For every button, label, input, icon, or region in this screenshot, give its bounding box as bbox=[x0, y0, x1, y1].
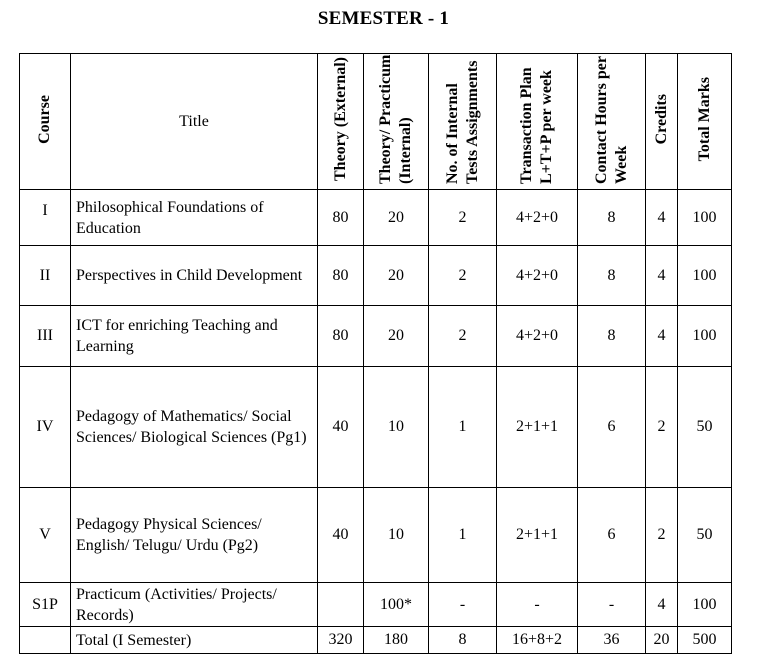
course-title: ICT for enriching Teaching and Learning bbox=[71, 306, 318, 367]
table-row bbox=[20, 246, 732, 306]
theory-external bbox=[318, 583, 364, 627]
contact-hours: 8 bbox=[578, 246, 646, 306]
course-code: V bbox=[20, 488, 71, 583]
course-title: Pedagogy Physical Sciences/ English/ Telugu/ Urdu (Pg2) bbox=[71, 488, 318, 583]
header-row bbox=[20, 54, 732, 190]
theory-external: 80 bbox=[318, 246, 364, 306]
theory-external: 40 bbox=[318, 367, 364, 488]
table-row bbox=[20, 190, 732, 246]
theory-internal: 20 bbox=[364, 306, 429, 367]
course-code: S1P bbox=[20, 583, 71, 627]
credits: 4 bbox=[646, 190, 678, 246]
table-row bbox=[20, 583, 732, 627]
contact-hours: 8 bbox=[578, 306, 646, 367]
theory-internal: 20 bbox=[364, 190, 429, 246]
total-marks: 50 bbox=[678, 367, 732, 488]
contact-hours: 6 bbox=[578, 367, 646, 488]
total-course-empty bbox=[20, 627, 71, 654]
total-marks: 100 bbox=[678, 190, 732, 246]
contact-hours: - bbox=[578, 583, 646, 627]
header-internal-tests: No. of Internal Tests Assignments bbox=[429, 54, 497, 190]
theory-internal: 10 bbox=[364, 367, 429, 488]
course-code: IV bbox=[20, 367, 71, 488]
table-row bbox=[20, 488, 732, 583]
course-code: II bbox=[20, 246, 71, 306]
course-title: Pedagogy of Mathematics/ Social Sciences/ Biological Sciences (Pg1) bbox=[71, 367, 318, 488]
contact-hours: 8 bbox=[578, 190, 646, 246]
internal-tests: 2 bbox=[429, 306, 497, 367]
transaction-plan: 4+2+0 bbox=[497, 190, 578, 246]
header-theory-internal: Theory/ Practicum (Internal) bbox=[364, 54, 429, 190]
internal-tests: 1 bbox=[429, 367, 497, 488]
transaction-plan: 4+2+0 bbox=[497, 306, 578, 367]
credits: 4 bbox=[646, 246, 678, 306]
course-title: Practicum (Activities/ Projects/ Records) bbox=[71, 583, 318, 627]
total-marks: 100 bbox=[678, 583, 732, 627]
semester-table bbox=[19, 53, 732, 654]
credits: 4 bbox=[646, 306, 678, 367]
transaction-plan: 2+1+1 bbox=[497, 488, 578, 583]
course-code: III bbox=[20, 306, 71, 367]
total-theory-internal: 180 bbox=[364, 627, 429, 654]
theory-internal: 10 bbox=[364, 488, 429, 583]
total-marks: 100 bbox=[678, 306, 732, 367]
total-marks: 50 bbox=[678, 488, 732, 583]
total-credits: 20 bbox=[646, 627, 678, 654]
theory-internal: 100* bbox=[364, 583, 429, 627]
header-credits: Credits bbox=[646, 54, 678, 190]
transaction-plan: 2+1+1 bbox=[497, 367, 578, 488]
credits: 2 bbox=[646, 488, 678, 583]
total-contact-hours: 36 bbox=[578, 627, 646, 654]
header-course: Course bbox=[20, 54, 71, 190]
header-total-marks: Total Marks bbox=[678, 54, 732, 190]
course-title: Perspectives in Child Development bbox=[71, 246, 318, 306]
theory-internal: 20 bbox=[364, 246, 429, 306]
internal-tests: 2 bbox=[429, 246, 497, 306]
total-internal-tests: 8 bbox=[429, 627, 497, 654]
total-transaction-plan: 16+8+2 bbox=[497, 627, 578, 654]
theory-external: 80 bbox=[318, 190, 364, 246]
header-title: Title bbox=[71, 54, 318, 190]
table-row bbox=[20, 306, 732, 367]
table-row bbox=[20, 367, 732, 488]
theory-external: 40 bbox=[318, 488, 364, 583]
course-title: Philosophical Foundations of Education bbox=[71, 190, 318, 246]
total-row bbox=[20, 627, 732, 654]
header-theory-external: Theory (External) bbox=[318, 54, 364, 190]
internal-tests: 1 bbox=[429, 488, 497, 583]
page-title: SEMESTER - 1 bbox=[317, 8, 450, 29]
header-contact-hours: Contact Hours per Week bbox=[578, 54, 646, 190]
internal-tests: - bbox=[429, 583, 497, 627]
header-transaction-plan: Transaction Plan L+T+P per week bbox=[497, 54, 578, 190]
total-marks: 100 bbox=[678, 246, 732, 306]
course-code: I bbox=[20, 190, 71, 246]
credits: 2 bbox=[646, 367, 678, 488]
transaction-plan: - bbox=[497, 583, 578, 627]
transaction-plan: 4+2+0 bbox=[497, 246, 578, 306]
internal-tests: 2 bbox=[429, 190, 497, 246]
theory-external: 80 bbox=[318, 306, 364, 367]
credits: 4 bbox=[646, 583, 678, 627]
total-marks-sum: 500 bbox=[678, 627, 732, 654]
total-theory-external: 320 bbox=[318, 627, 364, 654]
total-label: Total (I Semester) bbox=[71, 627, 318, 654]
contact-hours: 6 bbox=[578, 488, 646, 583]
